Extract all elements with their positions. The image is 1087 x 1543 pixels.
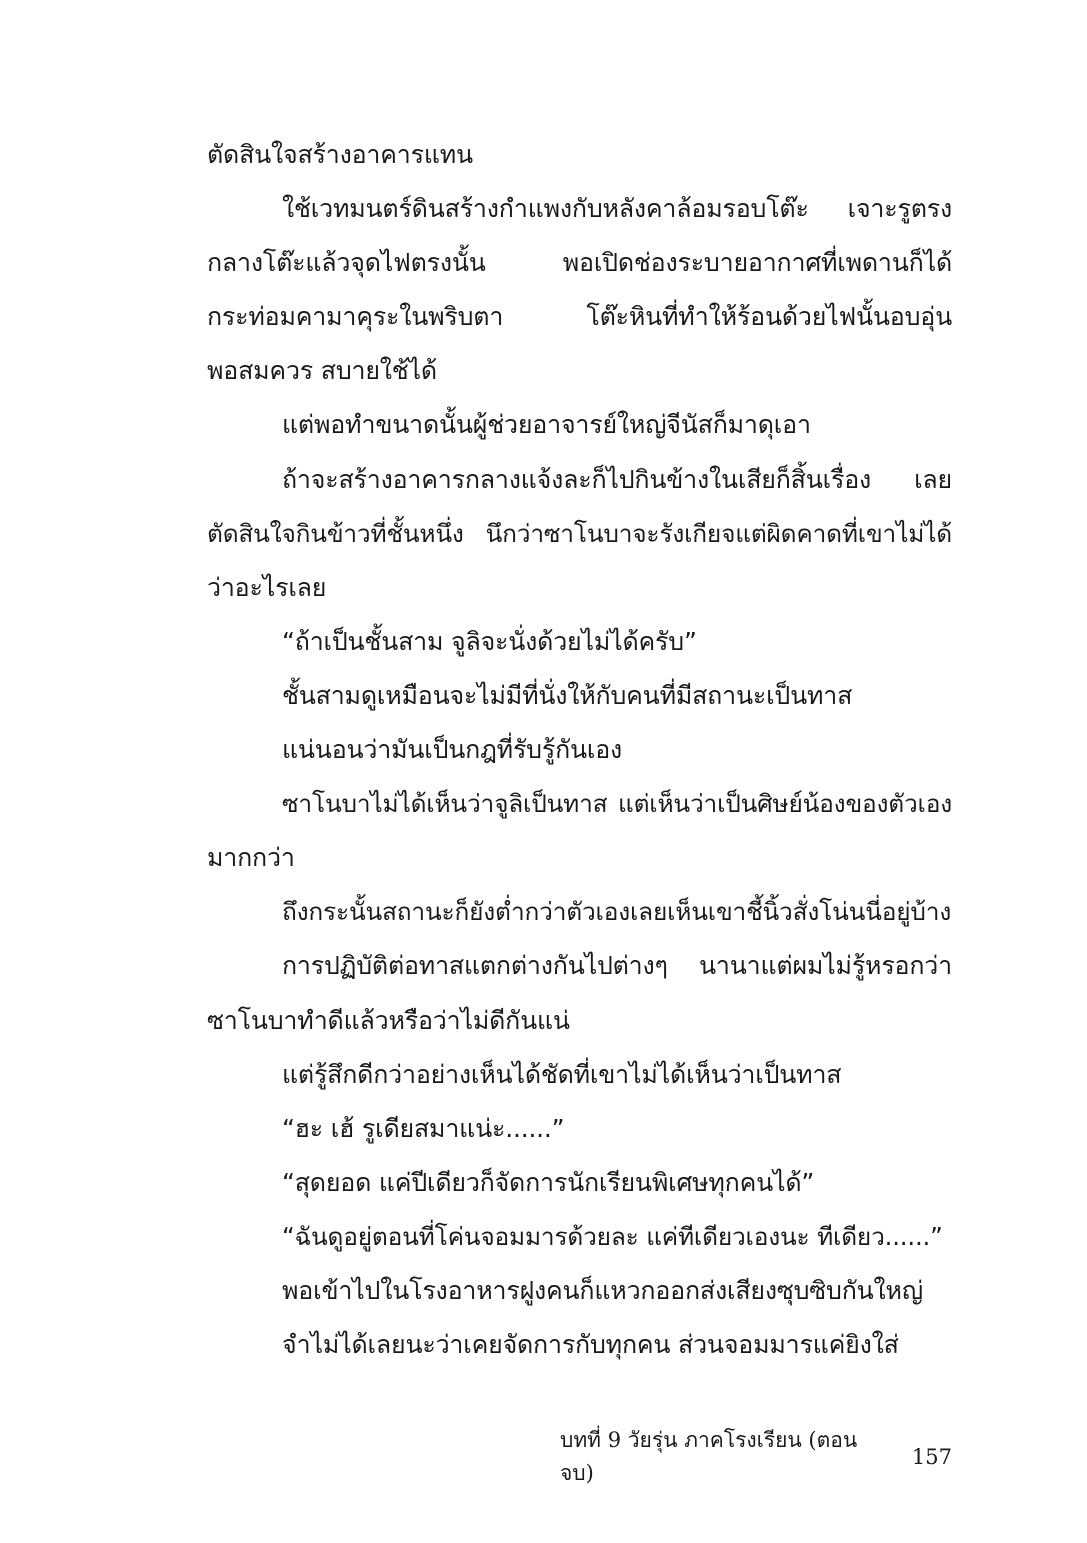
- text-line: ใช้เวทมนตร์ดินสร้างกำแพงกับหลังคาล้อมรอบโต๊ะ เจาะรูตรง: [282, 194, 952, 224]
- chapter-title: บทที่ 9 วัยรุ่น ภาคโรงเรียน (ตอนจบ): [560, 1428, 858, 1485]
- text-line: มากกว่า: [207, 843, 295, 873]
- text-line: ชั้นสามดูเหมือนจะไม่มีที่นั่งให้กับคนที่มีสถานะเป็นทาส: [282, 680, 853, 710]
- text-line: ว่าอะไรเลย: [207, 572, 327, 602]
- text-line: แต่รู้สึกดีกว่าอย่างเห็นได้ชัดที่เขาไม่ได้เห็นว่าเป็นทาส: [282, 1059, 842, 1089]
- dialogue-line: “ถ้าเป็นชั้นสาม จูลิจะนั่งด้วยไม่ได้ครับ”: [282, 626, 697, 656]
- text-line: ตัดสินใจกินข้าวที่ชั้นหนึ่ง นึกว่าซาโนบาจะรังเกียจแต่ผิดคาดที่เขาไม่ได้: [207, 518, 952, 548]
- body-text: [207, 128, 952, 1372]
- text-line: ตัดสินใจสร้างอาคารแทน: [207, 140, 473, 169]
- text-line: พอสมควร สบายใช้ได้: [207, 356, 437, 386]
- page-number: 157: [911, 1445, 952, 1469]
- dialogue-line: “ฉันดูอยู่ตอนที่โค่นจอมมารด้วยละ แค่ทีเดียวเองนะ ทีเดียว......”: [282, 1221, 943, 1251]
- text-line: กระท่อมคามาคุระในพริบตา โต๊ะหินที่ทำให้ร้อนด้วยไฟนั้นอบอุ่น: [207, 302, 952, 332]
- text-line: แน่นอนว่ามันเป็นกฎที่รับรู้กันเอง: [282, 735, 623, 765]
- dialogue-line: “สุดยอด แค่ปีเดียวก็จัดการนักเรียนพิเศษทุกคนได้”: [282, 1167, 815, 1197]
- text-line: พอเข้าไปในโรงอาหารฝูงคนก็แหวกออกส่งเสียงซุบซิบกันใหญ่: [282, 1275, 923, 1305]
- text-line: ซาโนบาทำดีแล้วหรือว่าไม่ดีกันแน่: [207, 1005, 570, 1035]
- text-line: ถ้าจะสร้างอาคารกลางแจ้งละก็ไปกินข้างในเสียก็สิ้นเรื่อง เลย: [282, 464, 952, 494]
- text-line: การปฏิบัติต่อทาสแตกต่างกันไปต่างๆ นานาแต่ผมไม่รู้หรอกว่า: [282, 951, 952, 981]
- text-line: จำไม่ได้เลยนะว่าเคยจัดการกับทุกคน ส่วนจอมมารแค่ยิงใส่: [282, 1330, 899, 1360]
- text-line: กลางโต๊ะแล้วจุดไฟตรงนั้น พอเปิดช่องระบายอากาศที่เพดานก็ได้: [207, 248, 952, 278]
- text-line: แต่พอทำขนาดนั้นผู้ช่วยอาจารย์ใหญ่จีนัสก็มาดุเอา: [282, 410, 811, 440]
- dialogue-line: “ฮะ เฮ้ รูเดียสมาแน่ะ......”: [282, 1113, 565, 1143]
- text-line: ถึงกระนั้นสถานะก็ยังต่ำกว่าตัวเองเลยเห็นเขาชี้นิ้วสั่งโน่นนี่อยู่บ้าง: [282, 897, 952, 927]
- text-line: ซาโนบาไม่ได้เห็นว่าจูลิเป็นทาส แต่เห็นว่าเป็นศิษย์น้องของตัวเอง: [282, 789, 952, 819]
- page-footer: [560, 1428, 952, 1485]
